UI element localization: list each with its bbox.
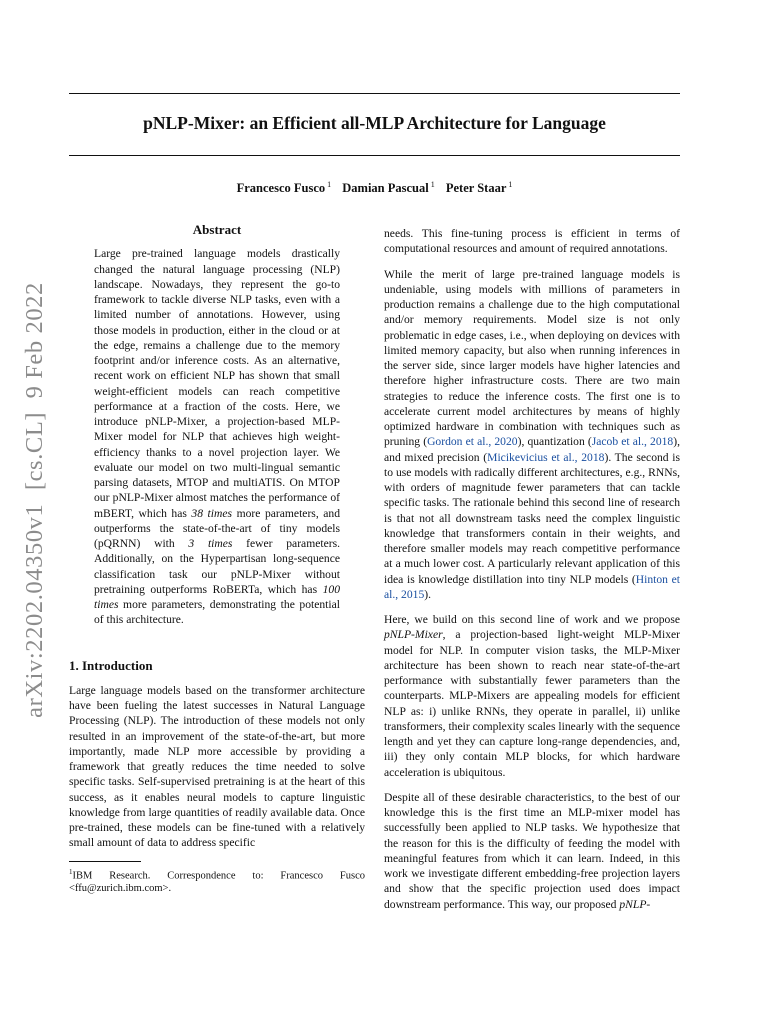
citation-link[interactable]: Micikevicius et al., 2018: [487, 450, 605, 464]
citation-link[interactable]: Gordon et al., 2020: [427, 435, 518, 449]
title-rule-bottom: [69, 155, 680, 156]
author: Francesco Fusco $^1$: [236, 180, 332, 196]
author: Damian Pascual $^1$: [342, 180, 435, 196]
section-heading-introduction: 1. Introduction: [69, 657, 153, 673]
footnote-rule: [69, 861, 141, 862]
abstract-heading: Abstract: [192, 222, 242, 237]
abstract-text: Large pre-trained language models drastically changed the natural language processing (NLP) landscape. Nowadays, they represent the go-to framework to tackle diverse NLP tasks, even with a limited number of annotations. However, using those models in production, either in the cloud or at the edge, remains a challenge due to the memory footprint and/or inference costs. As an alternative, recent work on efficient NLP has shown that small weight-efficient models can reach competitive performance at a fraction of the costs. Here, we introduce pNLP-Mixer, a projection-based MLP-Mixer model for NLP that achieves high weight-efficiency thanks to a novel projection layer. We evaluate our model on two multi-lingual semantic parsing datasets, MTOP and multiATIS. On MTOP our pNLP-Mixer almost matches the performance of mBERT, which has 38 times more parameters, and outperforms the state-of-the-art of tiny models (pQRNN) with 3 times fewer parameters. Additionally, on the Hyperpartisan long-sequence classification task our pNLP-Mixer without pretraining outperforms RoBERTa, which has 100 times more parameters, demonstrating the potential of this architecture.: [94, 247, 340, 627]
title-rule-top: [69, 93, 680, 94]
body-paragraph: Despite all of these desirable characteristics, to the best of our knowledge this is the first time an MLP-mixer model has successfully been applied to NLP tasks. We hypothesize that the reason for this is the difficulty of feeding the model with meaningful features from which it can learn. Indeed, in this work we investigate different embedding-free projection layers and show that the specific projection used does impact downstream performance. This way, our proposed pNLP-: [384, 790, 680, 911]
citation-link[interactable]: Hinton et al., 2015: [384, 572, 680, 601]
author-list: [69, 180, 680, 196]
body-paragraph: Here, we build on this second line of work and we propose pNLP-Mixer, a projection-based light-weight MLP-Mixer model for NLP. In computer vision tasks, the MLP-Mixer architecture has been shown to reach near state-of-the-art performance with substantially fewer parameters than the counterparts. MLP-Mixers are appealing models for efficient NLP as: i) unlike RNNs, they operate in parallel, ii) unlike transformers, their complexity scales linearly with the sequence length and yet they can capture long-range dependencies, and, iii) they only contain MLP blocks, for which hardware acceleration is ubiquitous.: [384, 613, 680, 779]
intro-paragraph: Large language models based on the transformer architecture have been fueling the latest successes in Natural Language Processing (NLP). The introduction of these models not only resulted in an improvement of the state-of-the-art, but more importantly, made NLP more accessible by providing a framework that greatly reduces the time needed to solve specific tasks. Self-supervised pretraining is at the heart of this success, as it enables neural models to capture linguistic knowledge from large quantities of readily available data. Once pre-trained, these models can be fine-tuned with a relatively small amount of data to address specific: [69, 683, 365, 850]
right-column: [384, 226, 680, 922]
paper-title: pNLP-Mixer: an Efficient all-MLP Architecture for Language: [143, 113, 606, 133]
author: Peter Staar $^1$: [445, 180, 513, 196]
body-paragraph: needs. This fine-tuning process is efficient in terms of computational resources and amount of required annotations.: [384, 227, 680, 256]
left-column: [69, 222, 365, 895]
body-paragraph: While the merit of large pre-trained language models is undeniable, using models with millions of parameters in production remains a challenge due to the high computational and/or memory requirements. Model size is not only problematic in edge cases, i.e., when deploying on devices with limited memory capacity, but also when running inferences in the server side, since larger models have higher latencies and therefore higher infrastructure costs. There are two main strategies to reduce the inference costs. The first one is to accelerate current model architectures by means of highly optimized hardware in combination with techniques such as pruning (Gordon et al., 2020), quantization (Jacob et al., 2018), and mixed precision (Micikevicius et al., 2018). The second is to use models with radically different architectures, e.g., RNNs, with orders of magnitude fewer parameters that can tackle specific tasks. The rationale behind this second line of research is that not all downstream tasks need the complex linguistic knowledge that transformers contain in their weights, and therefore smaller models may reach competitive performance at a much lower cost. A particularly relevant application of this idea is knowledge distillation into tiny NLP models (Hinton et al., 2015).: [384, 267, 681, 601]
citation-link[interactable]: Jacob et al., 2018: [591, 435, 674, 449]
footnote: $^1$IBM Research. Correspondence to: Francesco Fusco <ffu@zurich.ibm.com>.: [69, 867, 365, 894]
arxiv-identifier: arXiv:2202.04350v1 [cs.CL] 9 Feb 2022: [21, 282, 48, 718]
